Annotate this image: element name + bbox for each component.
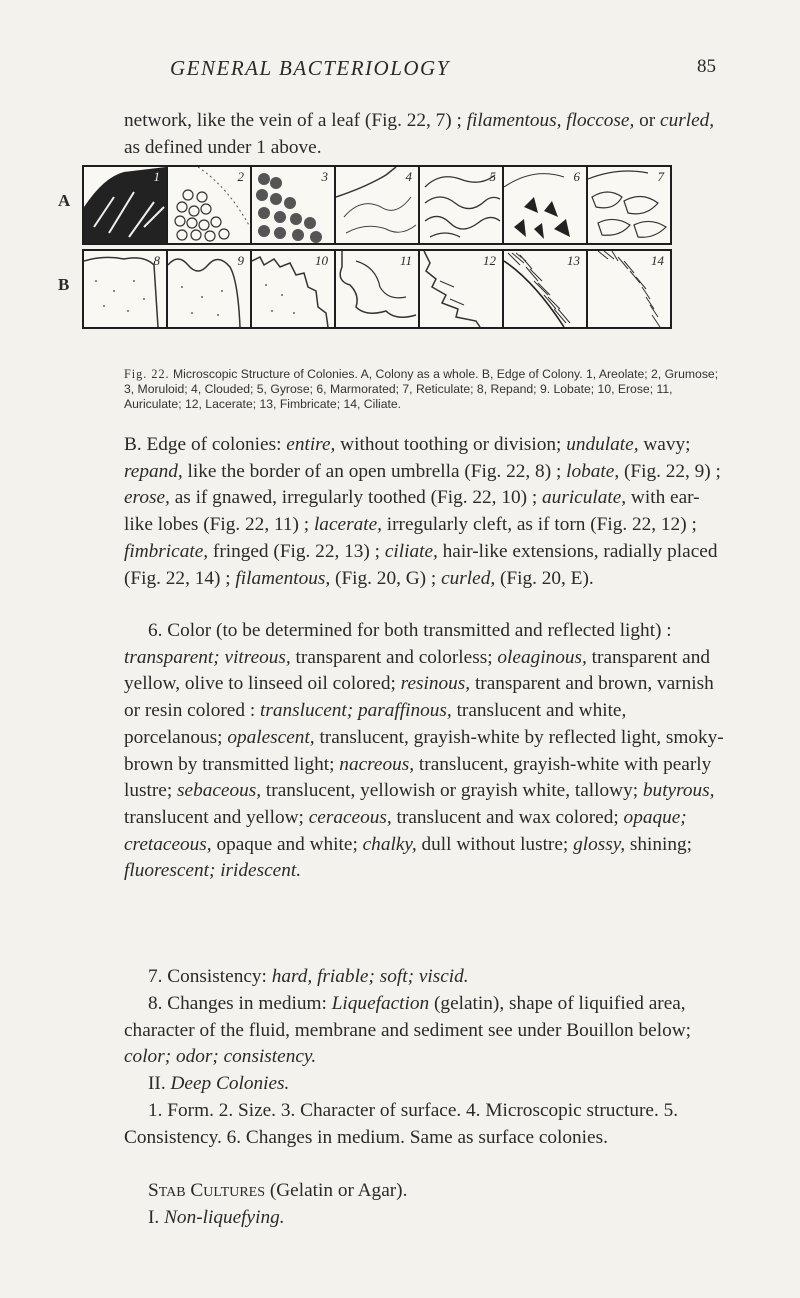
page-number: 85 xyxy=(697,56,716,77)
edge-paragraph: B. Edge of colonies: entire, without toothing or division; undulate, wavy; repand, like the border of an open umbrella (Fig. 22, 8) ; lobate, (Fig. 22, 9) ; erose, as if gnawed, irregularly toothed (Fig. 22, 10) ; auriculate, with ear-like lobes (Fig. 22, 11) ; lacerate, irregularly cleft, as if torn (Fig. 22, 12) ; fimbricate, fringed (Fig. 22, 13) ; ciliate, hair-like extensions, radially placed (Fig. 22, 14) ; filamentous, (Fig. 20, G) ; curled, (Fig. 20, E). xyxy=(124,434,721,589)
panel-number: 7 xyxy=(657,169,664,184)
non-liquefying-heading: I. Non-liquefying. xyxy=(148,1207,285,1228)
panel-repand xyxy=(82,249,168,329)
row-a-label: A xyxy=(58,191,71,210)
panel-gyrose xyxy=(418,165,504,245)
panel-number: 14 xyxy=(651,253,664,268)
panel-number: 3 xyxy=(321,169,328,184)
panel-fimbricate xyxy=(502,249,588,329)
stab-cultures-heading: Stab Cultures (Gelatin or Agar). xyxy=(148,1180,408,1201)
panel-clouded xyxy=(334,165,420,245)
intro-paragraph: network, like the vein of a leaf (Fig. 22, 7) ; filamentous, floccose, or curled, as defined under 1 above. xyxy=(124,110,715,158)
panel-ciliate xyxy=(586,249,672,329)
panel-number: 13 xyxy=(567,253,580,268)
panel-number: 9 xyxy=(237,253,244,268)
panel-number: 6 xyxy=(573,169,580,184)
panel-erose xyxy=(250,249,336,329)
panel-number: 10 xyxy=(315,253,328,268)
running-head: GENERAL BACTERIOLOGY xyxy=(170,56,450,80)
consistency-paragraph: 7. Consistency: hard, friable; soft; viscid. xyxy=(148,966,469,987)
panel-reticulate xyxy=(586,165,672,245)
page-header xyxy=(0,52,800,82)
figure-22 xyxy=(52,165,712,365)
panel-grumose xyxy=(166,165,252,245)
panel-auriculate xyxy=(334,249,420,329)
panel-marmorated xyxy=(502,165,588,245)
panel-areolate xyxy=(82,165,168,245)
deep-colonies-list: 1. Form. 2. Size. 3. Character of surface. 4. Microscopic structure. 5. Consistency. 6. Changes in medium. Same as surface colonies. xyxy=(124,1100,679,1148)
deep-colonies-heading: II. Deep Colonies. xyxy=(148,1073,290,1094)
panel-number: 8 xyxy=(153,253,160,268)
panel-number: 11 xyxy=(399,253,412,268)
panel-lacerate xyxy=(418,249,504,329)
row-b-label: B xyxy=(58,275,70,294)
panel-number: 2 xyxy=(237,169,244,184)
panel-lobate xyxy=(166,249,252,329)
panel-moruloid xyxy=(250,165,336,245)
panel-number: 5 xyxy=(489,169,496,184)
panel-number: 12 xyxy=(483,253,496,268)
changes-paragraph: 8. Changes in medium: Liquefaction (gelatin), shape of liquified area, character of the fluid, membrane and sediment see under Bouillon below; color; odor; consistency. xyxy=(124,993,691,1068)
panel-number: 1 xyxy=(153,169,160,184)
figure-caption: Fig. 22. Microscopic Structure of Colonies. A, Colony as a whole. B, Edge of Colony. 1, Areolate; 2, Grumose; 3, Moruloid; 4, Clouded; 5, Gyrose; 6, Marmorated; 7, Reticulate; 8, Repand; 9. Lobate; 10, Erose; 11, Auriculate; 12, Lacerate; 13, Fimbricate; 14, Ciliate. xyxy=(124,367,719,411)
panel-number: 4 xyxy=(405,169,412,184)
color-paragraph: 6. Color (to be determined for both transmitted and reflected light) : transparent; vitreous, transparent and colorless; oleaginous, transparent and yellow, olive to linseed oil colored; resinous, transparent and brown, varnish or resin colored : translucent; paraffinous, translucent and white, porcelanous; opalescent, translucent, grayish-white by reflected light, smoky-brown by transmitted light; nacreous, translucent, grayish-white with pearly lustre; sebaceous, translucent, yellowish or grayish white, tallowy; butyrous, translucent and yellow; ceraceous, translucent and wax colored; opaque; cretaceous, opaque and white; chalky, dull without lustre; glossy, shining; fluorescent; iridescent. xyxy=(124,620,724,882)
